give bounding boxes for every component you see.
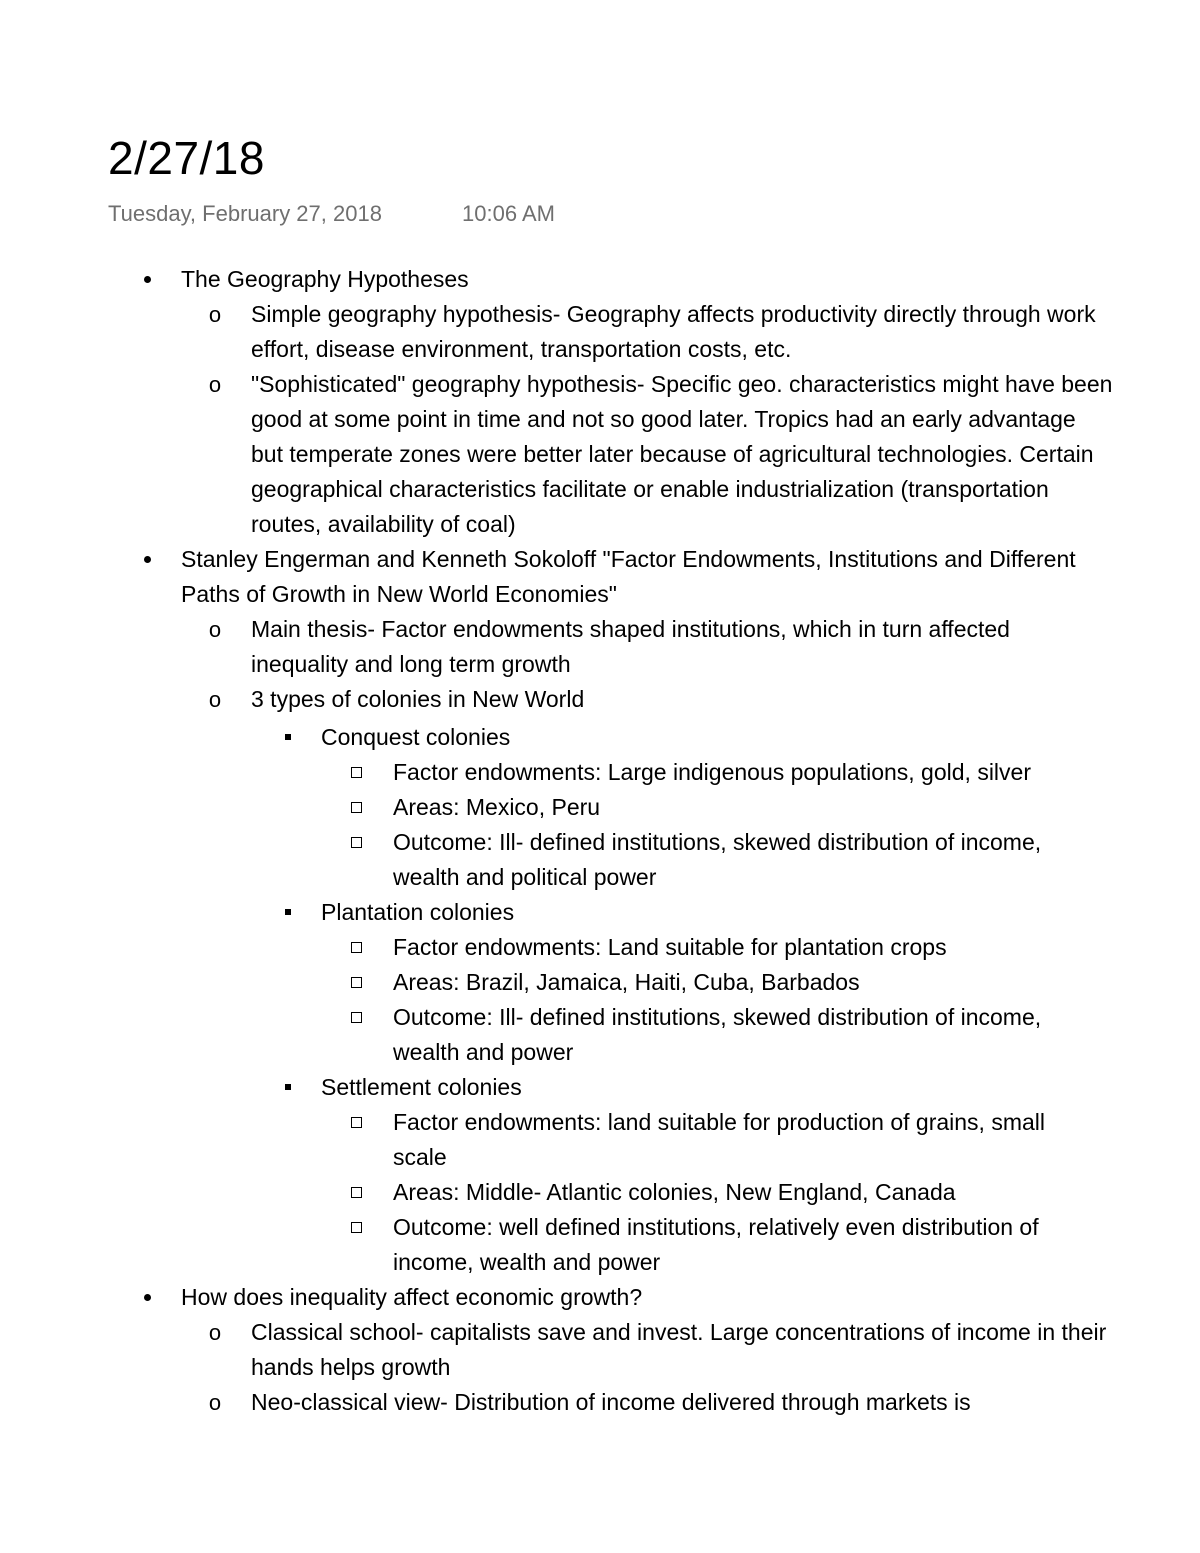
list-item-text: Plantation colonies	[321, 899, 515, 925]
list-item-text: Neo-classical view- Distribution of income delivered through markets is	[251, 1389, 971, 1415]
list-item-text: Areas: Mexico, Peru	[393, 794, 601, 820]
list-item	[0, 1175, 1200, 1210]
list-item	[0, 1070, 1200, 1105]
note-body	[0, 262, 1200, 1434]
list-item-text: The Geography Hypotheses	[181, 266, 469, 292]
list-item	[0, 367, 1200, 542]
bullet-box-icon	[346, 930, 366, 965]
list-item	[0, 682, 1200, 717]
list-item-text: Classical school- capitalists save and invest. Large concentrations of income in their hands helps growth	[251, 1319, 1107, 1380]
bullet-circle-icon: o	[208, 372, 222, 397]
list-item	[0, 1315, 1200, 1385]
bullet-circle-icon: o	[208, 687, 222, 712]
bullet-box-icon	[346, 965, 366, 1000]
bullet-box-icon	[346, 1105, 366, 1140]
bullet-dot-icon	[137, 542, 157, 577]
list-item	[0, 720, 1200, 755]
list-item-text: Outcome: Ill- defined institutions, skewed distribution of income, wealth and power	[393, 1004, 1042, 1065]
bullet-box-icon	[346, 790, 366, 825]
list-item	[0, 297, 1200, 367]
list-item-text: Factor endowments: Large indigenous populations, gold, silver	[393, 759, 1031, 785]
bullet-box-icon	[346, 825, 366, 860]
bullet-square-icon	[278, 1070, 298, 1105]
list-item	[0, 895, 1200, 930]
bullet-box-icon	[346, 1000, 366, 1035]
bullet-dot-icon	[137, 1280, 157, 1315]
list-item-text: Simple geography hypothesis- Geography affects productivity directly through work effort, disease environment, transportation costs, etc.	[251, 301, 1096, 362]
bullet-circle-icon: o	[208, 1390, 222, 1415]
list-item-text: How does inequality affect economic growth?	[181, 1284, 643, 1310]
bullet-circle-icon: o	[208, 617, 222, 642]
list-item-text: 3 types of colonies in New World	[251, 686, 585, 712]
bullet-box-icon	[346, 1210, 366, 1245]
page-title: 2/27/18	[108, 132, 265, 184]
list-item	[0, 965, 1200, 1000]
bullet-dot-icon	[137, 262, 157, 297]
bullet-square-icon	[278, 895, 298, 930]
list-item-text: Stanley Engerman and Kenneth Sokoloff "Factor Endowments, Institutions and Different Paths of Growth in New World Economies"	[181, 546, 1076, 607]
list-item-text: Outcome: Ill- defined institutions, skewed distribution of income, wealth and political power	[393, 829, 1042, 890]
list-item-text: Areas: Middle- Atlantic colonies, New England, Canada	[393, 1179, 956, 1205]
bullet-box-icon	[346, 755, 366, 790]
note-time: 10:06 AM	[462, 201, 555, 226]
list-item	[0, 825, 1200, 895]
note-date: Tuesday, February 27, 2018	[108, 201, 382, 226]
list-item	[0, 612, 1200, 682]
list-item-text: Settlement colonies	[321, 1074, 522, 1100]
list-item	[0, 542, 1200, 612]
list-item-text: Main thesis- Factor endowments shaped institutions, which in turn affected inequality and long term growth	[251, 616, 1010, 677]
list-item-text: Factor endowments: land suitable for production of grains, small scale	[393, 1109, 1045, 1170]
list-item	[0, 262, 1200, 297]
list-item	[0, 1385, 1200, 1420]
list-item	[0, 1280, 1200, 1315]
list-item-text: Factor endowments: Land suitable for plantation crops	[393, 934, 947, 960]
list-item-text: Outcome: well defined institutions, relatively even distribution of income, wealth and power	[393, 1214, 1039, 1275]
list-item-text: Areas: Brazil, Jamaica, Haiti, Cuba, Barbados	[393, 969, 860, 995]
list-item	[0, 1105, 1200, 1175]
bullet-box-icon	[346, 1175, 366, 1210]
bullet-square-icon	[278, 720, 298, 755]
list-item	[0, 755, 1200, 790]
list-item	[0, 1210, 1200, 1280]
bullet-circle-icon: o	[208, 1320, 222, 1345]
list-item-text: Conquest colonies	[321, 724, 511, 750]
list-item	[0, 790, 1200, 825]
list-item-text: "Sophisticated" geography hypothesis- Specific geo. characteristics might have been good at some point in time and not so good later. Tropics had an early advantage but temperate zones were better later because of agricultural technologies. Certain geographical characteristics facilitate or enable industrialization (transportation routes, availability of coal)	[251, 371, 1113, 537]
list-item	[0, 1000, 1200, 1070]
bullet-circle-icon: o	[208, 302, 222, 327]
list-item	[0, 930, 1200, 965]
